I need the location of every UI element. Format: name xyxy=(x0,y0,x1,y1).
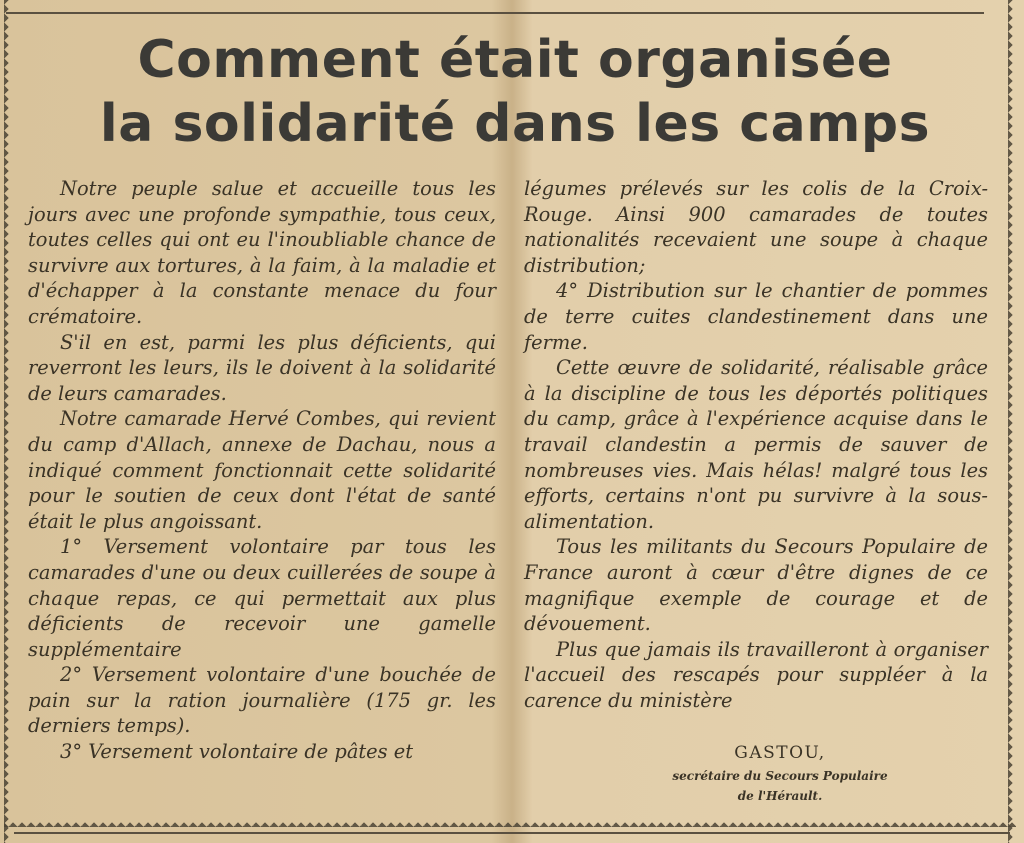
paragraph: 2° Versement volontaire d'une bouchée de pain sur la ration journalière (175 gr. les derniers temps). xyxy=(28,663,496,738)
author-title-line-1: secrétaire du Secours Populaire xyxy=(672,769,888,783)
headline-line-1: Comment était organisée xyxy=(137,30,893,90)
paragraph: 1° Versement volontaire par tous les camarades d'une ou deux cuillerées de soupe à chaque repas, ce qui permettait aux plus déficients de recevoir une gamelle supplémentaire xyxy=(28,535,496,661)
paragraph: Tous les militants du Secours Populaire de France auront à cœur d'être dignes de ce magnifique exemple de courage et de dévouement. xyxy=(524,535,988,636)
paragraph: Notre peuple salue et accueille tous les jours avec une profonde sympathie, tous ceux, toutes celles qui ont eu l'inoubliable chance de survivre aux tortures, à la faim, à la maladie et d'échapper à la constante menace du four crématoire. xyxy=(28,177,496,328)
left-column xyxy=(28,176,496,765)
bottom-border-ornament xyxy=(4,818,1016,827)
paragraph: Plus que jamais ils travailleront à organiser l'accueil des rescapés pour suppléer à la carence du ministère xyxy=(524,637,988,712)
right-column xyxy=(524,176,988,713)
author-title-line-2: de l'Hérault. xyxy=(737,789,823,803)
paragraph: 3° Versement volontaire de pâtes et xyxy=(60,740,414,764)
paragraph: 4° Distribution sur le chantier de pommes de terre cuites clandestinement dans une ferme. xyxy=(524,279,988,354)
top-rule xyxy=(6,12,984,14)
left-border-ornament xyxy=(4,0,13,843)
article-headline xyxy=(20,28,1010,156)
author-name: GASTOU, xyxy=(734,743,826,763)
paragraph: Notre camarade Hervé Combes, qui revient du camp d'Allach, annexe de Dachau, nous a indiqué comment fonctionnait cette solidarité pour le soutien de ceux dont l'état de santé était le plus angoissant. xyxy=(28,407,496,533)
headline-line-2: la solidarité dans les camps xyxy=(99,94,931,154)
paragraph: S'il en est, parmi les plus déficients, qui reverront les leurs, ils le doivent à la solidarité de leurs camarades. xyxy=(28,330,496,405)
bottom-rule xyxy=(14,832,1010,834)
signature-block xyxy=(600,742,960,804)
paragraph: Cette œuvre de solidarité, réalisable grâce à la discipline de tous les déportés politiques du camp, grâce à l'expérience acquise dans le travail clandestin a permis de sauver de nombreuses vies. Mais hélas! malgré tous les efforts, certains n'ont pu survivre à la sous-alimentation. xyxy=(524,356,988,533)
paragraph: légumes prélevés sur les colis de la Croix-Rouge. Ainsi 900 camarades de toutes nationalités recevaient une soupe à chaque distribution; xyxy=(524,177,988,277)
